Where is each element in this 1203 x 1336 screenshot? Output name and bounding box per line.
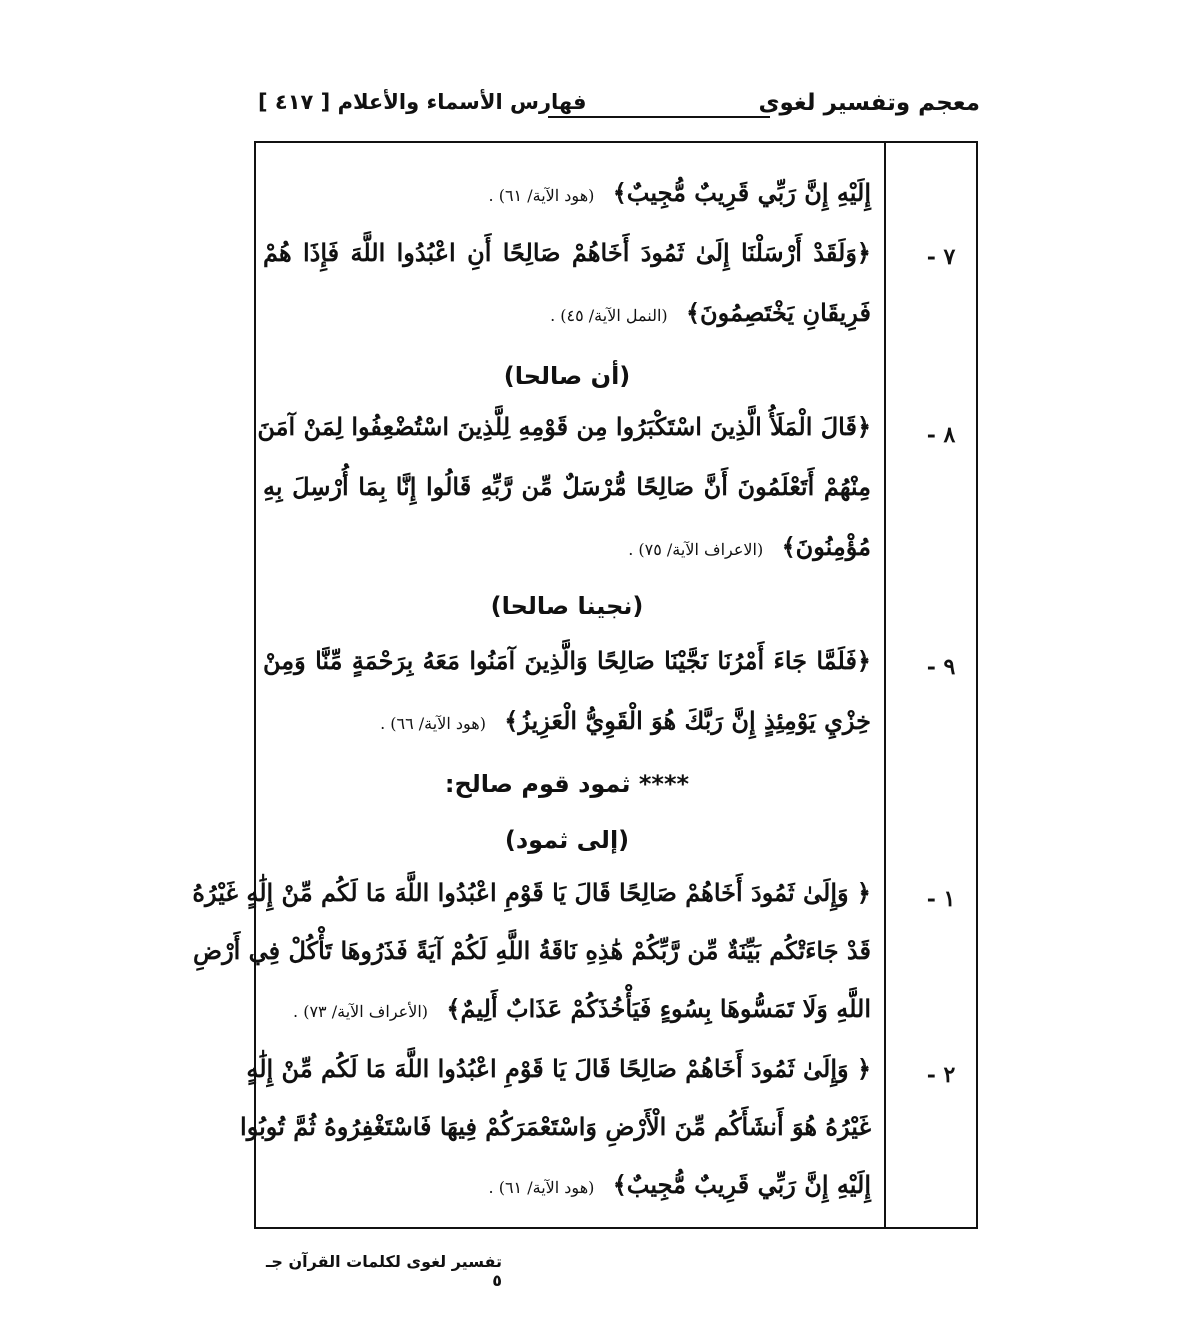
verse-reference: (الاعراف الآية/ ٧٥) . <box>628 540 764 559</box>
verse-text: غَيْرُهُ هُوَ أَنشَأَكُم مِّنَ الْأَرْضِ وَاسْتَعْمَرَكُمْ فِيهَا فَاسْتَغْفِرُوهُ ثُمَّ تُوبُوا <box>240 1112 871 1141</box>
entry-number: ٩ - <box>926 654 956 680</box>
verse-line <box>240 1112 871 1162</box>
verse-line <box>263 994 871 1044</box>
verse-line <box>263 238 871 288</box>
verse-text: ﴿وَلَقَدْ أَرْسَلْنَا إِلَىٰ ثَمُودَ أَخَاهُمْ صَالِحًا أَنِ اعْبُدُوا اللَّهَ فَإِذَا هُمْ <box>263 238 871 267</box>
verse-line <box>257 412 871 462</box>
verse-text: إِلَيْهِ إِنَّ رَبِّي قَرِيبٌ مُّجِيبٌ﴾ <box>612 1170 871 1199</box>
verse-line <box>192 878 871 928</box>
verse-text: خِزْيِ يَوْمِئِذٍ إِنَّ رَبَّكَ هُوَ الْقَوِيُّ الْعَزِيزُ﴾ <box>504 706 871 735</box>
section-title: فهارس الأسماء والأعلام [ ٤١٧ ] <box>258 90 587 114</box>
verse-line <box>246 1054 871 1104</box>
verse-text: مِنْهُمْ أَتَعْلَمُونَ أَنَّ صَالِحًا مُّرْسَلٌ مِّن رَّبِّهِ قَالُوا إِنَّا بِمَا أُرْسِلَ بِهِ <box>263 472 871 501</box>
verse-reference: (النمل الآية/ ٤٥) . <box>550 306 668 325</box>
entry-number: ١ - <box>926 886 956 912</box>
verse-text: اللَّهِ وَلَا تَمَسُّوهَا بِسُوءٍ فَيَأْخُذَكُمْ عَذَابٌ أَلِيمٌ﴾ <box>446 994 871 1023</box>
verse-line <box>263 646 871 696</box>
verse-text: ﴿ وَإِلَىٰ ثَمُودَ أَخَاهُمْ صَالِحًا قَالَ يَا قَوْمِ اعْبُدُوا اللَّهَ مَا لَكُم مِّنْ إِلَٰهٍ غَيْرُهُ <box>192 878 871 907</box>
section-heading: (نجينا صالحا) <box>490 592 644 620</box>
verse-line <box>263 706 871 756</box>
entry-number: ٨ - <box>926 422 956 448</box>
entry-number: ٢ - <box>926 1062 956 1088</box>
verse-text: قَدْ جَاءَتْكُم بَيِّنَةٌ مِّن رَّبِّكُمْ هَٰذِهِ نَاقَةُ اللَّهِ لَكُمْ آيَةً فَذَرُوهَا تَأْكُلْ فِي أَرْضِ <box>193 936 871 965</box>
verse-text: ﴿ وَإِلَىٰ ثَمُودَ أَخَاهُمْ صَالِحًا قَالَ يَا قَوْمِ اعْبُدُوا اللَّهَ مَا لَكُم مِّنْ إِلَٰهٍ <box>246 1054 871 1083</box>
section-heading: (أن صالحا) <box>503 362 631 390</box>
entry-number: ٧ - <box>926 244 956 270</box>
verse-text: مُؤْمِنُونَ﴾ <box>781 532 871 561</box>
verse-text: فَرِيقَانِ يَخْتَصِمُونَ﴾ <box>685 298 871 327</box>
verse-reference: (هود الآية/ ٦١) . <box>488 1178 595 1197</box>
verse-line <box>263 298 871 348</box>
page-footer: تفسير لغوى لكلمات القرآن جـ ٥ <box>265 1252 502 1290</box>
verse-reference: (هود الآية/ ٦٦) . <box>380 714 486 733</box>
verse-text: إِلَيْهِ إِنَّ رَبِّي قَرِيبٌ مُّجِيبٌ﴾ <box>612 178 871 207</box>
verse-line <box>193 936 871 986</box>
verse-reference: (هود الآية/ ٦١) . <box>488 186 595 205</box>
verse-line <box>263 472 871 522</box>
section-heading: **** ثمود قوم صالح: <box>444 770 690 798</box>
verse-text: ﴿فَلَمَّا جَاءَ أَمْرُنَا نَجَّيْنَا صَالِحًا وَالَّذِينَ آمَنُوا مَعَهُ بِرَحْمَةٍ مِّنَّا وَمِنْ <box>263 646 871 675</box>
verse-line <box>263 1170 871 1220</box>
verse-text: ﴿قَالَ الْمَلَأُ الَّذِينَ اسْتَكْبَرُوا مِن قَوْمِهِ لِلَّذِينَ اسْتُضْعِفُوا لِمَنْ آمَنَ <box>257 412 871 441</box>
section-heading: (إلى ثمود) <box>504 826 630 854</box>
verse-reference: (الأعراف الآية/ ٧٣) . <box>293 1002 429 1021</box>
verse-line <box>263 178 871 228</box>
verse-line <box>263 532 871 582</box>
book-title: معجم وتفسير لغوى <box>758 90 980 116</box>
